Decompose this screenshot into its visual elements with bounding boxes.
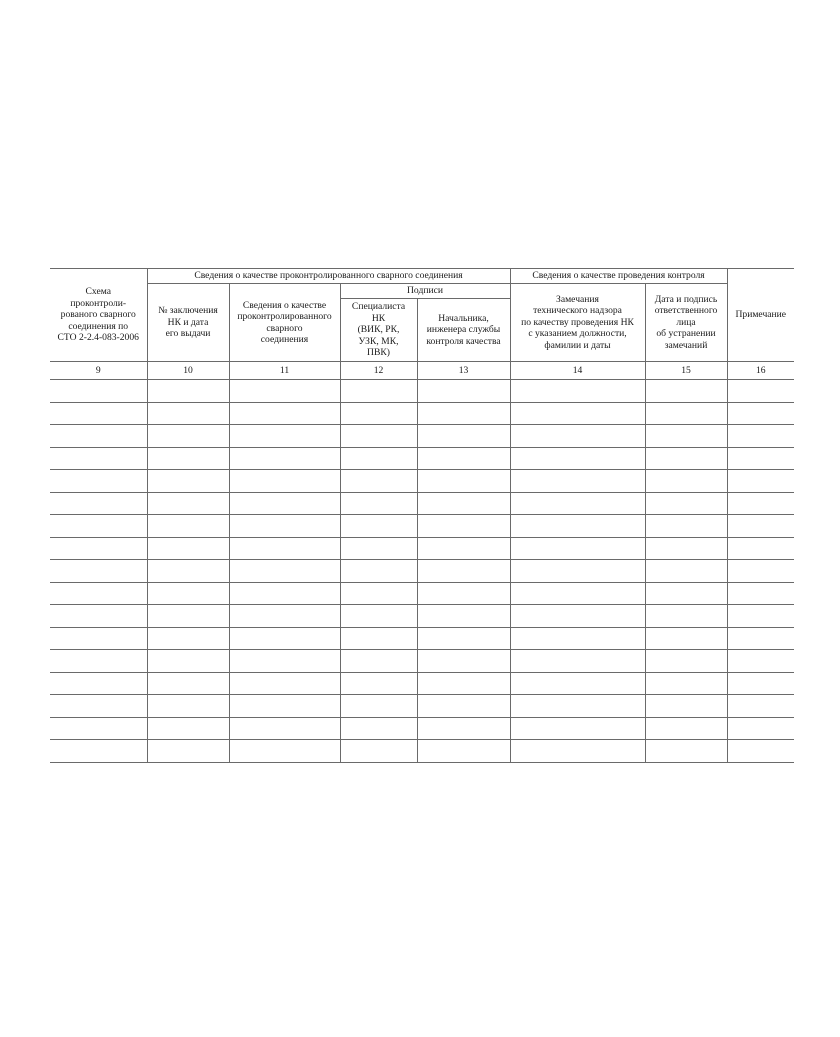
table-cell[interactable] [229,560,340,583]
table-cell[interactable] [147,560,229,583]
table-row [50,582,794,605]
table-cell[interactable] [50,447,147,470]
column-number: 12 [340,362,417,380]
table-cell[interactable] [340,740,417,763]
table-cell[interactable] [340,447,417,470]
table-cell[interactable] [417,627,510,650]
table-cell[interactable] [417,425,510,448]
table-cell[interactable] [645,717,727,740]
table-cell[interactable] [645,380,727,403]
table-cell[interactable] [510,605,645,628]
table-cell[interactable] [417,605,510,628]
table-cell[interactable] [50,627,147,650]
table-cell[interactable] [147,470,229,493]
table-cell[interactable] [417,672,510,695]
table-row [50,470,794,493]
table-cell[interactable] [645,425,727,448]
table-cell[interactable] [510,650,645,673]
table-cell[interactable] [645,560,727,583]
table-cell[interactable] [645,740,727,763]
table-cell[interactable] [510,560,645,583]
table-cell[interactable] [50,515,147,538]
table-cell[interactable] [645,537,727,560]
table-cell[interactable] [417,717,510,740]
column-number: 11 [229,362,340,380]
table-row [50,560,794,583]
table-cell[interactable] [645,650,727,673]
table-cell[interactable] [340,380,417,403]
table-cell[interactable] [510,695,645,718]
table-cell[interactable] [727,447,794,470]
table-row [50,627,794,650]
table-cell[interactable] [417,402,510,425]
table-row [50,740,794,763]
table-cell[interactable] [727,402,794,425]
column-number: 10 [147,362,229,380]
column-number: 15 [645,362,727,380]
table-cell[interactable] [510,537,645,560]
table-cell[interactable] [229,740,340,763]
table-cell[interactable] [147,672,229,695]
table-cell[interactable] [147,650,229,673]
table-cell[interactable] [340,605,417,628]
table-cell[interactable] [417,537,510,560]
table-cell[interactable] [50,402,147,425]
table-cell[interactable] [340,492,417,515]
table-cell[interactable] [645,582,727,605]
table-row [50,515,794,538]
table-cell[interactable] [727,627,794,650]
table-cell[interactable] [50,560,147,583]
table-row [50,492,794,515]
table-cell[interactable] [147,402,229,425]
table-cell[interactable] [229,627,340,650]
table-cell[interactable] [340,672,417,695]
table-cell[interactable] [417,515,510,538]
table-cell[interactable] [645,402,727,425]
table-cell[interactable] [147,740,229,763]
table-cell[interactable] [340,582,417,605]
table-cell[interactable] [645,605,727,628]
table-cell[interactable] [340,627,417,650]
header-remarks-fix-date: Дата и подпись ответственного лица об устранении замечаний [645,284,727,362]
table-cell[interactable] [340,560,417,583]
table-cell[interactable] [229,672,340,695]
table-cell[interactable] [727,380,794,403]
table-cell[interactable] [727,672,794,695]
table-cell[interactable] [510,402,645,425]
table-cell[interactable] [510,492,645,515]
table-cell[interactable] [340,470,417,493]
table-cell[interactable] [417,650,510,673]
table-cell[interactable] [417,447,510,470]
header-signatures: Подписи [340,284,510,299]
column-number: 14 [510,362,645,380]
table-cell[interactable] [510,582,645,605]
table-cell[interactable] [510,380,645,403]
table-cell[interactable] [147,380,229,403]
table-cell[interactable] [147,627,229,650]
table-cell[interactable] [229,470,340,493]
table-cell[interactable] [417,582,510,605]
table-cell[interactable] [340,650,417,673]
table-cell[interactable] [50,492,147,515]
table-cell[interactable] [645,470,727,493]
table-cell[interactable] [417,492,510,515]
header-joint-quality-info: Сведения о качестве проконтролированного сварного соединения [229,284,340,362]
table-cell[interactable] [147,605,229,628]
table-cell[interactable] [229,605,340,628]
table-cell[interactable] [727,582,794,605]
table-cell[interactable] [417,740,510,763]
table-cell[interactable] [510,447,645,470]
table-cell[interactable] [727,650,794,673]
table-cell[interactable] [50,740,147,763]
table-cell[interactable] [147,515,229,538]
table-row [50,695,794,718]
table-cell[interactable] [510,672,645,695]
table-cell[interactable] [340,695,417,718]
table-cell[interactable] [645,695,727,718]
table-cell[interactable] [727,605,794,628]
table-cell[interactable] [229,402,340,425]
table-cell[interactable] [727,560,794,583]
header-note: Примечание [727,269,794,362]
table-cell[interactable] [50,717,147,740]
table-cell[interactable] [229,492,340,515]
table-cell[interactable] [645,627,727,650]
table-cell[interactable] [727,492,794,515]
table-cell[interactable] [727,695,794,718]
table-row [50,672,794,695]
table-cell[interactable] [147,582,229,605]
column-number-row [50,362,794,380]
header-conclusion-number: № заключения НК и дата его выдачи [147,284,229,362]
quality-control-form-table [50,268,794,763]
table-cell[interactable] [340,425,417,448]
table-cell[interactable] [229,425,340,448]
table-row [50,650,794,673]
table-cell[interactable] [50,537,147,560]
table-cell[interactable] [510,425,645,448]
table-row [50,380,794,403]
table-cell[interactable] [229,695,340,718]
table-cell[interactable] [645,515,727,538]
form-body [50,380,794,763]
header-group-control-quality: Сведения о качестве проведения контроля [510,269,727,284]
table-row [50,605,794,628]
table-cell[interactable] [510,627,645,650]
table-cell[interactable] [417,695,510,718]
table-cell[interactable] [727,537,794,560]
table-cell[interactable] [727,740,794,763]
table-cell[interactable] [510,740,645,763]
column-number: 9 [50,362,147,380]
table-cell[interactable] [340,402,417,425]
header-weld-scheme: Схема проконтроли- рованого сварного соединения по СТО 2-2.4-083-2006 [50,269,147,362]
table-cell[interactable] [229,537,340,560]
column-number: 13 [417,362,510,380]
column-number: 16 [727,362,794,380]
table-cell[interactable] [229,717,340,740]
header-ndt-specialist: Специалиста НК (ВИК, РК, УЗК, МК, ПВК) [340,299,417,362]
table-cell[interactable] [50,425,147,448]
header-supervision-remarks: Замечания технического надзора по качеству проведения НК с указанием должности, фамилии и даты [510,284,645,362]
table-cell[interactable] [50,650,147,673]
table-cell[interactable] [229,515,340,538]
table-cell[interactable] [50,695,147,718]
table-cell[interactable] [147,425,229,448]
table-cell[interactable] [510,717,645,740]
table-cell[interactable] [645,672,727,695]
header-quality-chief: Начальника, инженера службы контроля качества [417,299,510,362]
table-cell[interactable] [50,605,147,628]
table-row [50,447,794,470]
table-cell[interactable] [510,470,645,493]
table-cell[interactable] [340,537,417,560]
table-cell[interactable] [50,672,147,695]
table-cell[interactable] [645,447,727,470]
table-cell[interactable] [147,447,229,470]
table-cell[interactable] [727,425,794,448]
table-cell[interactable] [229,582,340,605]
table-cell[interactable] [50,582,147,605]
table-cell[interactable] [50,470,147,493]
table-cell[interactable] [340,717,417,740]
table-cell[interactable] [229,380,340,403]
table-cell[interactable] [147,717,229,740]
table-row [50,402,794,425]
table-cell[interactable] [510,515,645,538]
table-cell[interactable] [727,717,794,740]
table-cell[interactable] [147,537,229,560]
table-cell[interactable] [147,492,229,515]
table-cell[interactable] [229,447,340,470]
table-row [50,425,794,448]
table-row [50,537,794,560]
table-cell[interactable] [417,470,510,493]
table-cell[interactable] [340,515,417,538]
table-cell[interactable] [727,515,794,538]
table-cell[interactable] [727,470,794,493]
header-group-joint-quality: Сведения о качестве проконтролированного сварного соединения [147,269,510,284]
table-cell[interactable] [229,650,340,673]
table-cell[interactable] [417,380,510,403]
table-cell[interactable] [417,560,510,583]
table-cell[interactable] [147,695,229,718]
table-cell[interactable] [645,492,727,515]
table-cell[interactable] [50,380,147,403]
table-row [50,717,794,740]
